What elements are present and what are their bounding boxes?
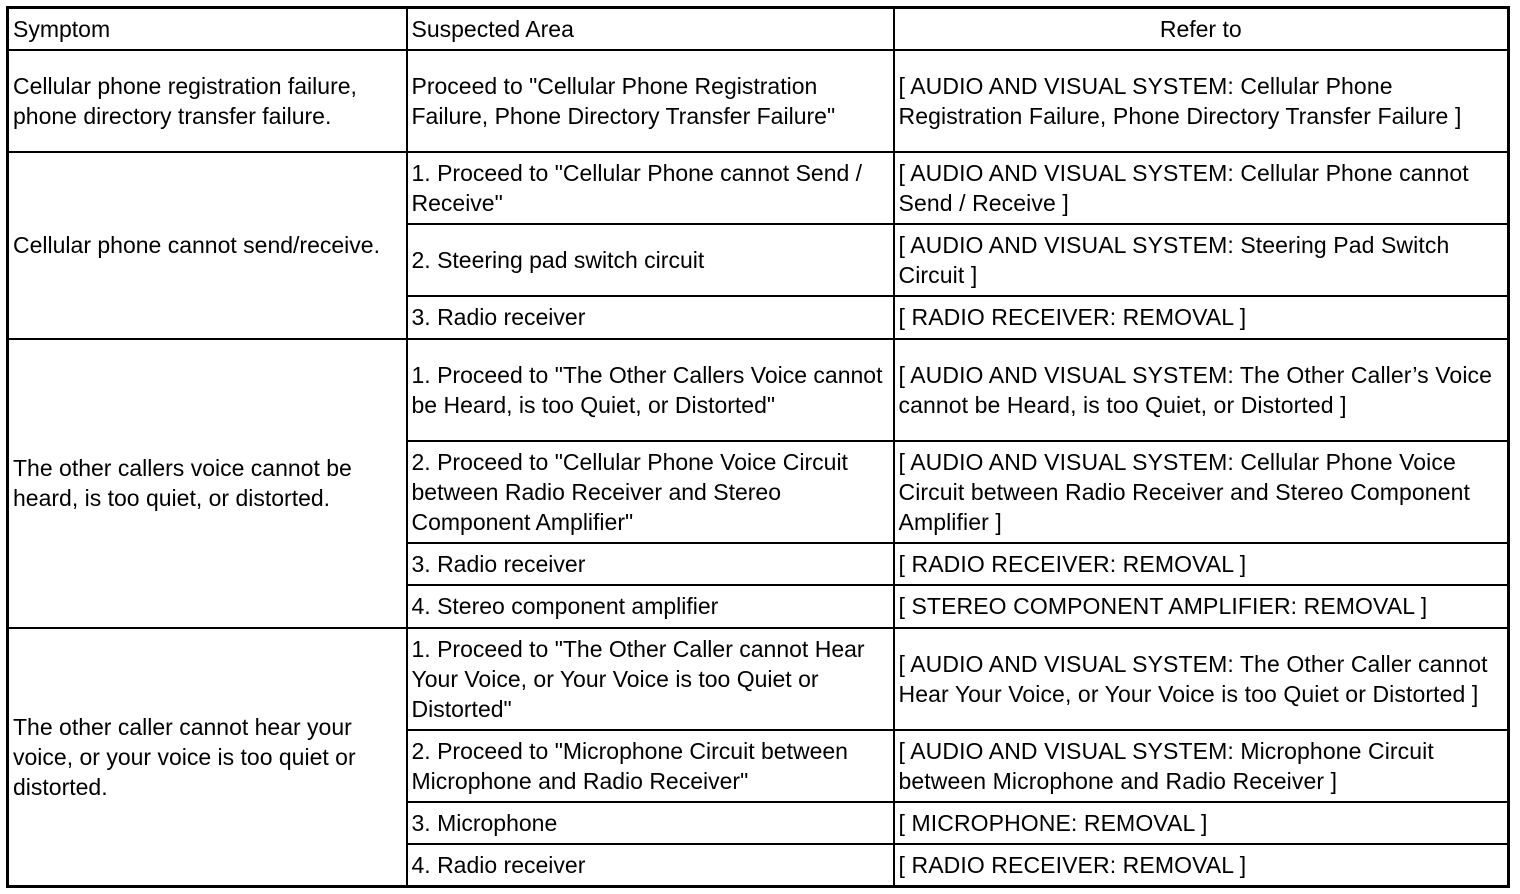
suspected-area-cell: 3. Radio receiver	[407, 296, 894, 338]
refer-to-link[interactable]: [ AUDIO AND VISUAL SYSTEM: Microphone Circuit between Microphone and Radio Receiver ]	[894, 730, 1509, 802]
suspected-area-cell: 2. Steering pad switch circuit	[407, 224, 894, 296]
header-suspected-area: Suspected Area	[407, 8, 894, 50]
refer-to-link[interactable]: [ STEREO COMPONENT AMPLIFIER: REMOVAL ]	[894, 585, 1509, 627]
table-row	[8, 339, 1509, 441]
symptom-cell: The other caller cannot hear your voice, or your voice is too quiet or distorted.	[8, 628, 407, 887]
symptom-cell: Cellular phone registration failure, phone directory transfer failure.	[8, 50, 407, 152]
refer-to-link[interactable]: [ AUDIO AND VISUAL SYSTEM: Cellular Phone cannot Send / Receive ]	[894, 152, 1509, 224]
suspected-area-cell: 1. Proceed to "The Other Caller cannot Hear Your Voice, or Your Voice is too Quiet or Distorted"	[407, 628, 894, 730]
suspected-area-cell: 4. Radio receiver	[407, 844, 894, 886]
table-row	[8, 152, 1509, 224]
symptom-cell: Cellular phone cannot send/receive.	[8, 152, 407, 339]
refer-to-link[interactable]: [ RADIO RECEIVER: REMOVAL ]	[894, 844, 1509, 886]
refer-to-link[interactable]: [ AUDIO AND VISUAL SYSTEM: Cellular Phone Registration Failure, Phone Directory Transfer Failure ]	[894, 50, 1509, 152]
header-row	[8, 8, 1509, 50]
refer-to-link[interactable]: [ RADIO RECEIVER: REMOVAL ]	[894, 543, 1509, 585]
header-refer-to: Refer to	[894, 8, 1509, 50]
header-symptom: Symptom	[8, 8, 407, 50]
refer-to-link[interactable]: [ MICROPHONE: REMOVAL ]	[894, 802, 1509, 844]
suspected-area-cell: 4. Stereo component amplifier	[407, 585, 894, 627]
symptom-cell: The other callers voice cannot be heard, is too quiet, or distorted.	[8, 339, 407, 628]
refer-to-link[interactable]: [ AUDIO AND VISUAL SYSTEM: Cellular Phone Voice Circuit between Radio Receiver and Stereo Component Amplifier ]	[894, 441, 1509, 543]
suspected-area-cell: 3. Microphone	[407, 802, 894, 844]
table-row	[8, 628, 1509, 730]
refer-to-link[interactable]: [ RADIO RECEIVER: REMOVAL ]	[894, 296, 1509, 338]
suspected-area-cell: 2. Proceed to "Microphone Circuit between Microphone and Radio Receiver"	[407, 730, 894, 802]
suspected-area-cell: 3. Radio receiver	[407, 543, 894, 585]
suspected-area-cell: 1. Proceed to "The Other Callers Voice cannot be Heard, is too Quiet, or Distorted"	[407, 339, 894, 441]
suspected-area-cell: 2. Proceed to "Cellular Phone Voice Circuit between Radio Receiver and Stereo Component Amplifier"	[407, 441, 894, 543]
suspected-area-cell: 1. Proceed to "Cellular Phone cannot Send / Receive"	[407, 152, 894, 224]
refer-to-link[interactable]: [ AUDIO AND VISUAL SYSTEM: The Other Caller cannot Hear Your Voice, or Your Voice is too Quiet or Distorted ]	[894, 628, 1509, 730]
symptom-table	[6, 6, 1510, 888]
refer-to-link[interactable]: [ AUDIO AND VISUAL SYSTEM: Steering Pad Switch Circuit ]	[894, 224, 1509, 296]
table-row	[8, 50, 1509, 152]
suspected-area-cell: Proceed to "Cellular Phone Registration Failure, Phone Directory Transfer Failure"	[407, 50, 894, 152]
refer-to-link[interactable]: [ AUDIO AND VISUAL SYSTEM: The Other Caller’s Voice cannot be Heard, is too Quiet, or Distorted ]	[894, 339, 1509, 441]
